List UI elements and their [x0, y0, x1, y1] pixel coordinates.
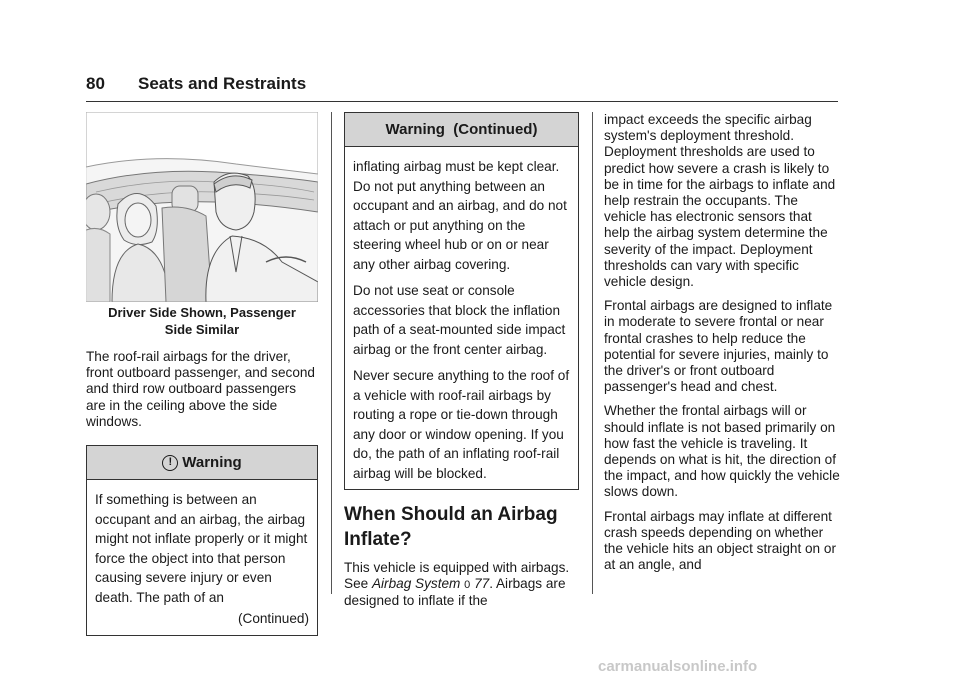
warning-paragraph-1: inflating airbag must be kept clear. Do not put anything between an occupant and an airbag, and do not attach or put anything on the steering wheel hub or on or near any other airbag covering. [353, 159, 567, 272]
warning-body [87, 480, 317, 635]
page-number: 80 [86, 74, 105, 93]
section-title: Seats and Restraints [138, 74, 307, 93]
page-ref-number[interactable]: 77 [474, 576, 490, 592]
column-1 [86, 112, 318, 636]
watermark: carmanualsonline.info [598, 658, 758, 675]
column-2 [344, 112, 579, 610]
warning-box [86, 445, 318, 636]
page-header [86, 68, 838, 102]
warning-continued-box [344, 112, 579, 490]
intro-text-before: This vehicle is equipped with airbags. See [344, 560, 570, 592]
warning-paragraph-3: Never secure anything to the roof of a vehicle with roof-rail airbags by routing a rope or tie-down through any door or window opening. If you do, the path of an inflating roof-rail airbag will be blocked. [353, 368, 570, 481]
frontal-speed-paragraph: Whether the frontal airbags will or should inflate is not based primarily on how fast the vehicle is traveling. It depends on what is hit, the direction of the impact, and how quickly the vehicle slows down. [604, 403, 840, 500]
column-divider-right [592, 112, 593, 594]
warning-title: Warning [182, 454, 242, 472]
column-divider-left [331, 112, 332, 594]
column-3-text [604, 112, 840, 573]
section-heading: When Should an Airbag Inflate? [344, 504, 558, 550]
airbag-system-link[interactable]: Airbag System [371, 576, 461, 592]
car-interior-roof-rail-airbags-illustration [86, 112, 318, 302]
threshold-paragraph: impact exceeds the specific airbag system's deployment threshold. Deployment thresholds are used to predict how severe a crash is likely to be in time for the airbags to inflate and help restrain the occupants. The vehicle has electronic sensors that help the airbag system determine the severity of the impact. Deployment thresholds can vary with specific vehicle design. [604, 112, 836, 290]
frontal-design-paragraph: Frontal airbags are designed to inflate in moderate to severe frontal or near frontal crashes to help reduce the potential for severe injuries, mainly to the driver's or front outboard passenger's head and chest. [604, 298, 833, 395]
intro-text-after: . Airbags are designed to inflate if the [344, 576, 566, 609]
column-3 [604, 112, 840, 573]
page-ref-arrow-icon: 0 [464, 579, 471, 592]
figure-caption [86, 304, 318, 338]
warning-continued-title: Warning (Continued) [385, 121, 538, 138]
warning-header [87, 446, 317, 480]
warning-exclamation-icon: ! [162, 455, 178, 471]
crash-speed-paragraph: Frontal airbags may inflate at different crash speeds depending on whether the vehicle hits an object straight on or at an angle, and [604, 508, 836, 573]
warning-text: If something is between an occupant and an airbag, the airbag might not inflate properly or it might force the object into that person causing severe injury or even death. The path of an [95, 492, 308, 605]
continued-label: (Continued) [237, 611, 309, 627]
warning-continued-body [345, 147, 578, 489]
warning-continued-header [345, 113, 578, 147]
roof-rail-paragraph: The roof-rail airbags for the driver, front outboard passenger, and second and third row outboard passengers are in the ceiling above the side windows. [86, 349, 315, 429]
caption-line-2: Side Similar [164, 322, 240, 337]
inflate-intro-paragraph [344, 560, 579, 610]
warning-paragraph-2: Do not use seat or console accessories that block the inflation path of a seat-mounted side impact airbag or the front center airbag. [353, 283, 566, 357]
caption-line-1: Driver Side Shown, Passenger [108, 305, 296, 320]
